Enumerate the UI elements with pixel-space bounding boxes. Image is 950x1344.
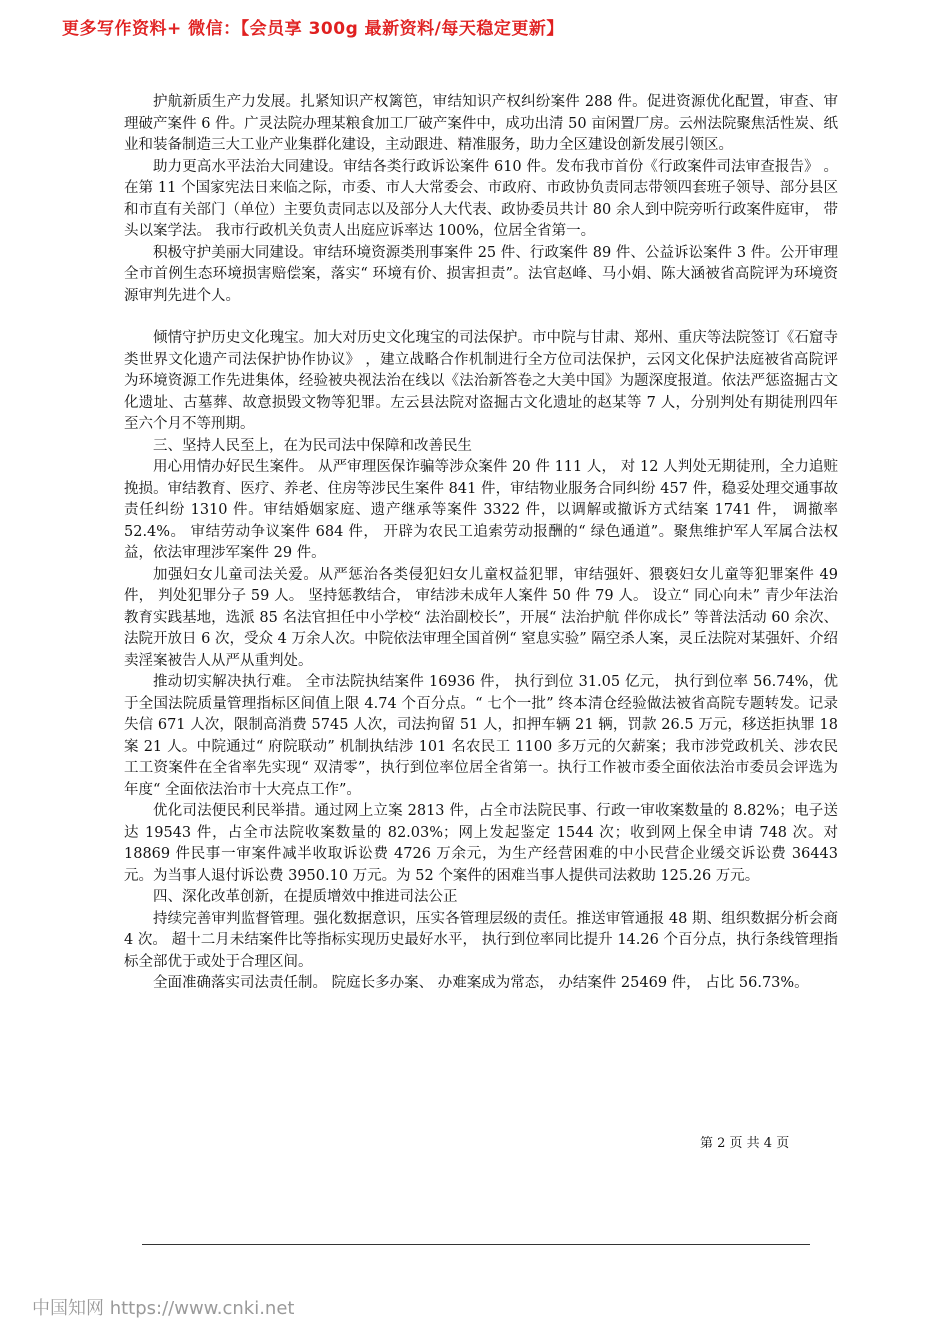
paragraph: 全面准确落实司法责任制。 院庭长多办案、 办难案成为常态， 办结案件 25469 件， 占比 56.73%。 [153, 975, 809, 991]
document-body [124, 92, 838, 995]
paragraph: 助力更高水平法治大同建设。审结各类行政诉讼案件 610 件。发布我市首份《行政案件司法审查报告》 。在第 11 个国家宪法日来临之际，市委、市人大常委会、市政府、市政协负责同志带领四套班子领导、部分县区和市直有关部门（单位）主要负责同志以及部分人大代表、政协委员共计 80 余人到中院旁听行政案件庭审， 带头以案学法。 我市行政机关负责人出庭应诉率达 100%，位居全省第一。 [124, 158, 838, 239]
cnki-watermark: 中国知网 https://www.cnki.net [32, 1298, 295, 1319]
paragraph: 持续完善审判监督管理。强化数据意识，压实各管理层级的责任。推送审管通报 48 期、组织数据分析会商 4 次。 超十二月未结案件比等指标实现历史最好水平， 执行到位率同比提升 14.26 个百分点，执行条线管理指标全部优于或处于合理区间。 [124, 910, 838, 970]
paragraph: 积极守护美丽大同建设。审结环境资源类刑事案件 25 件、行政案件 89 件、公益诉讼案件 3 件。公开审理全市首例生态环境损害赔偿案，落实“ 环境有价、损害担责”。法官赵峰、马小娟、陈大涵被省高院评为环境资源审判先进个人。 [124, 244, 838, 304]
section-heading: 四、深化改革创新，在提质增效中推进司法公正 [153, 889, 458, 905]
paragraph: 加强妇女儿童司法关爱。从严惩治各类侵犯妇女儿童权益犯罪，审结强奸、猥亵妇女儿童等犯罪案件 49 件， 判处犯罪分子 59 人。 坚持惩教结合， 审结涉未成年人案件 50 件 79 人。 设立“ 同心向未” 青少年法治教育实践基地，选派 85 名法官担任中小学校“ 法治副校长”，开展“ 法治护航 伴你成长” 等普法活动 60 余次、法院开放日 6 次，受众 4 万余人次。中院依法审理全国首例“ 窒息实验” 隔空杀人案，灵丘法院对某强奸、介绍卖淫案被告人从严从重判处。 [124, 566, 838, 669]
paragraph: 护航新质生产力发展。扎紧知识产权篱笆，审结知识产权纠纷案件 288 件。促进资源优化配置，审查、审理破产案件 6 件。广灵法院办理某粮食加工厂破产案件中，成功出清 50 亩闲置厂房。云州法院聚焦活性炭、纸业和装备制造三大工业产业集群化建设，主动跟进、精准服务，助力全区建设创新发展引领区。 [124, 94, 838, 153]
section-heading: 三、坚持人民至上，在为民司法中保障和改善民生 [153, 437, 472, 454]
page-number: 第 2 页 共 4 页 [700, 1136, 790, 1151]
paragraph: 优化司法便民利民举措。通过网上立案 2813 件，占全市法院民事、行政一审收案数量的 8.82%；电子送达 19543 件，占全市法院收案数量的 82.03%；网上发起鉴定 1544 次；收到网上保全申请 748 次。对 18869 件民事一审案件减半收取诉讼费 4726 万余元，为生产经营困难的中小民营企业缓交诉讼费 36443 元。为当事人退付诉讼费 3950.10 万元。为 52 个案件的困难当事人提供司法救助 125.26 万元。 [124, 803, 838, 884]
paragraph: 推动切实解决执行难。 全市法院执结案件 16936 件， 执行到位 31.05 亿元， 执行到位率 56.74%，优于全国法院质量管理指标区间值上限 4.74 个百分点。“ 七个一批” 终本清仓经验做法被省高院专题转发。记录失信 671 人次，限制高消费 5745 人次，司法拘留 51 人，扣押车辆 21 辆，罚款 26.5 万元，移送拒执罪 18 案 21 人。中院通过“ 府院联动” 机制执结涉 101 名农民工 1100 多万元的欠薪案；我市涉党政机关、涉农民工工资案件在全省率先实现“ 双清零”，执行到位率位居全省第一。执行工作被市委全面依法治市委员会评选为年度“ 全面依法治市十大亮点工作”。 [124, 674, 838, 798]
paragraph: 倾情守护历史文化瑰宝。加大对历史文化瑰宝的司法保护。市中院与甘肃、郑州、重庆等法院签订《石窟寺类世界文化遗产司法保护协作协议》 ，建立战略合作机制进行全方位司法保护，云冈文化保护法庭被省高院评为环境资源工作先进集体，经验被央视法治在线以《法治新答卷之大美中国》为题深度报道。依法严惩盗掘古文化遗址、古墓葬、故意损毁文物等犯罪。左云县法院对盗掘古文化遗址的赵某等 7 人，分别判处有期徒刑四年至六个月不等刑期。 [124, 330, 838, 432]
promo-banner: 更多写作资料+ 微信：【会员享 300g 最新资料/每天稳定更新】 [62, 19, 564, 39]
footer-divider [142, 1244, 810, 1245]
paragraph: 用心用情办好民生案件。 从严审理医保诈骗等涉众案件 20 件 111 人， 对 12 人判处无期徒刑，全力追赃挽损。审结教育、医疗、养老、住房等涉民生案件 841 件，审结物业服务合同纠纷 457 件，稳妥处理交通事故责任纠纷 1310 件。审结婚姻家庭、遗产继承等案件 3322 件，以调解或撤诉方式结案 1741 件， 调撤率 52.4%。 审结劳动争议案件 684 件， 开辟为农民工追索劳动报酬的“ 绿色通道”。聚焦维护军人军属合法权益，依法审理涉军案件 29 件。 [124, 459, 838, 561]
